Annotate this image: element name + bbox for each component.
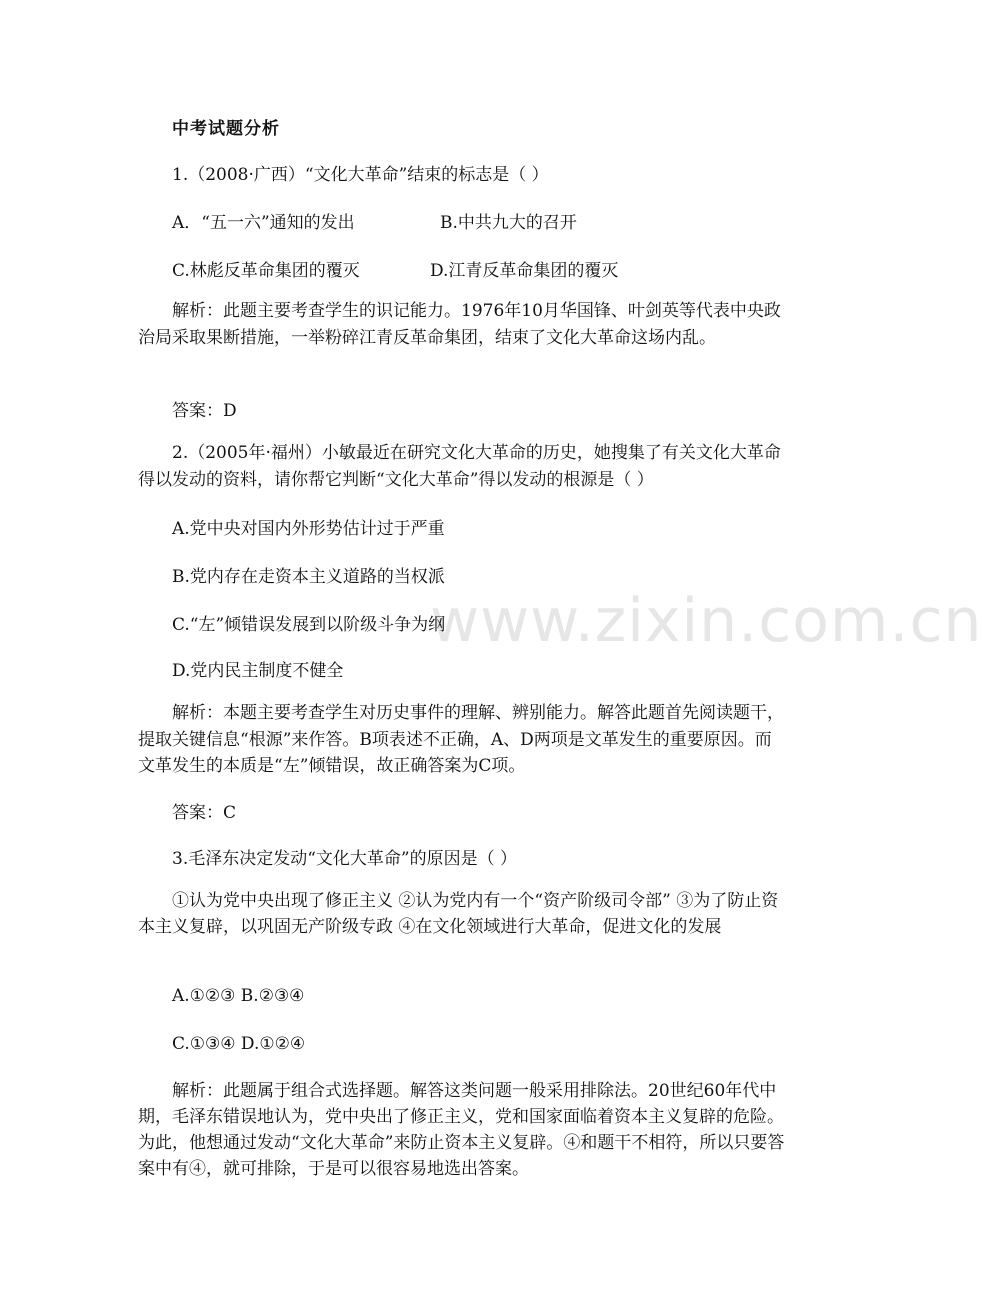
q2-analysis: 解析：本题主要考查学生对历史事件的理解、辨别能力。解答此题首先阅读题干，提取关键信息“根源”来作答。B项表述不正确，A、D两项是文革发生的重要原因。而文革发生的本质是“左”倾错误，故正确答案为C项。	[138, 703, 784, 776]
q1-stem: 1.（2008·广西）“文化大革命”结束的标志是（ ）	[172, 165, 549, 185]
page-title: 中考试题分析	[172, 119, 280, 139]
q1-answer: 答案：D	[172, 401, 237, 421]
q3-options-ab: A.①②③ B.②③④	[172, 986, 305, 1006]
watermark: www.zixin.com.cn	[430, 586, 982, 656]
q2-option-d: D.党内民主制度不健全	[172, 661, 344, 681]
q2-option-c: C.“左”倾错误发展到以阶级斗争为纲	[172, 615, 446, 635]
q1-analysis: 解析：此题主要考查学生的识记能力。1976年10月华国锋、叶剑英等代表中央政治局采取果断措施，一举粉碎江青反革命集团，结束了文化大革命这场内乱。	[138, 301, 781, 348]
q3-stem: 3.毛泽东决定发动“文化大革命”的原因是（ ）	[172, 849, 518, 869]
q1-option-a: A．“五一六”通知的发出	[172, 213, 355, 233]
q1-option-d: D.江青反革命集团的覆灭	[430, 261, 619, 281]
q3-options-cd: C.①③④ D.①②④	[172, 1034, 306, 1054]
q1-option-b: B.中共九大的召开	[440, 213, 577, 233]
q1-option-c: C.林彪反革命集团的覆灭	[172, 261, 360, 281]
q2-stem: 2.（2005年·福州）小敏最近在研究文化大革命的历史，她搜集了有关文化大革命得以发动的资料，请你帮它判断“文化大革命”得以发动的根源是（ ）	[138, 443, 781, 490]
q3-analysis: 解析：此题属于组合式选择题。解答这类问题一般采用排除法。20世纪60年代中期，毛泽东错误地认为，党中央出了修正主义，党和国家面临着资本主义复辟的危险。为此，他想通过发动“文化大革命”来防止资本主义复辟。④和题干不相符，所以只要答案中有④，就可排除，于是可以很容易地选出答案。	[138, 1081, 785, 1179]
q2-option-a: A.党中央对国内外形势估计过于严重	[172, 519, 445, 539]
q2-answer: 答案：C	[172, 803, 237, 823]
q2-option-b: B.党内存在走资本主义道路的当权派	[172, 567, 445, 587]
q3-statements: ①认为党中央出现了修正主义 ②认为党内有一个“资产阶级司令部” ③为了防止资本主义复辟，以巩固无产阶级专政 ④在文化领域进行大革命，促进文化的发展	[138, 891, 779, 937]
